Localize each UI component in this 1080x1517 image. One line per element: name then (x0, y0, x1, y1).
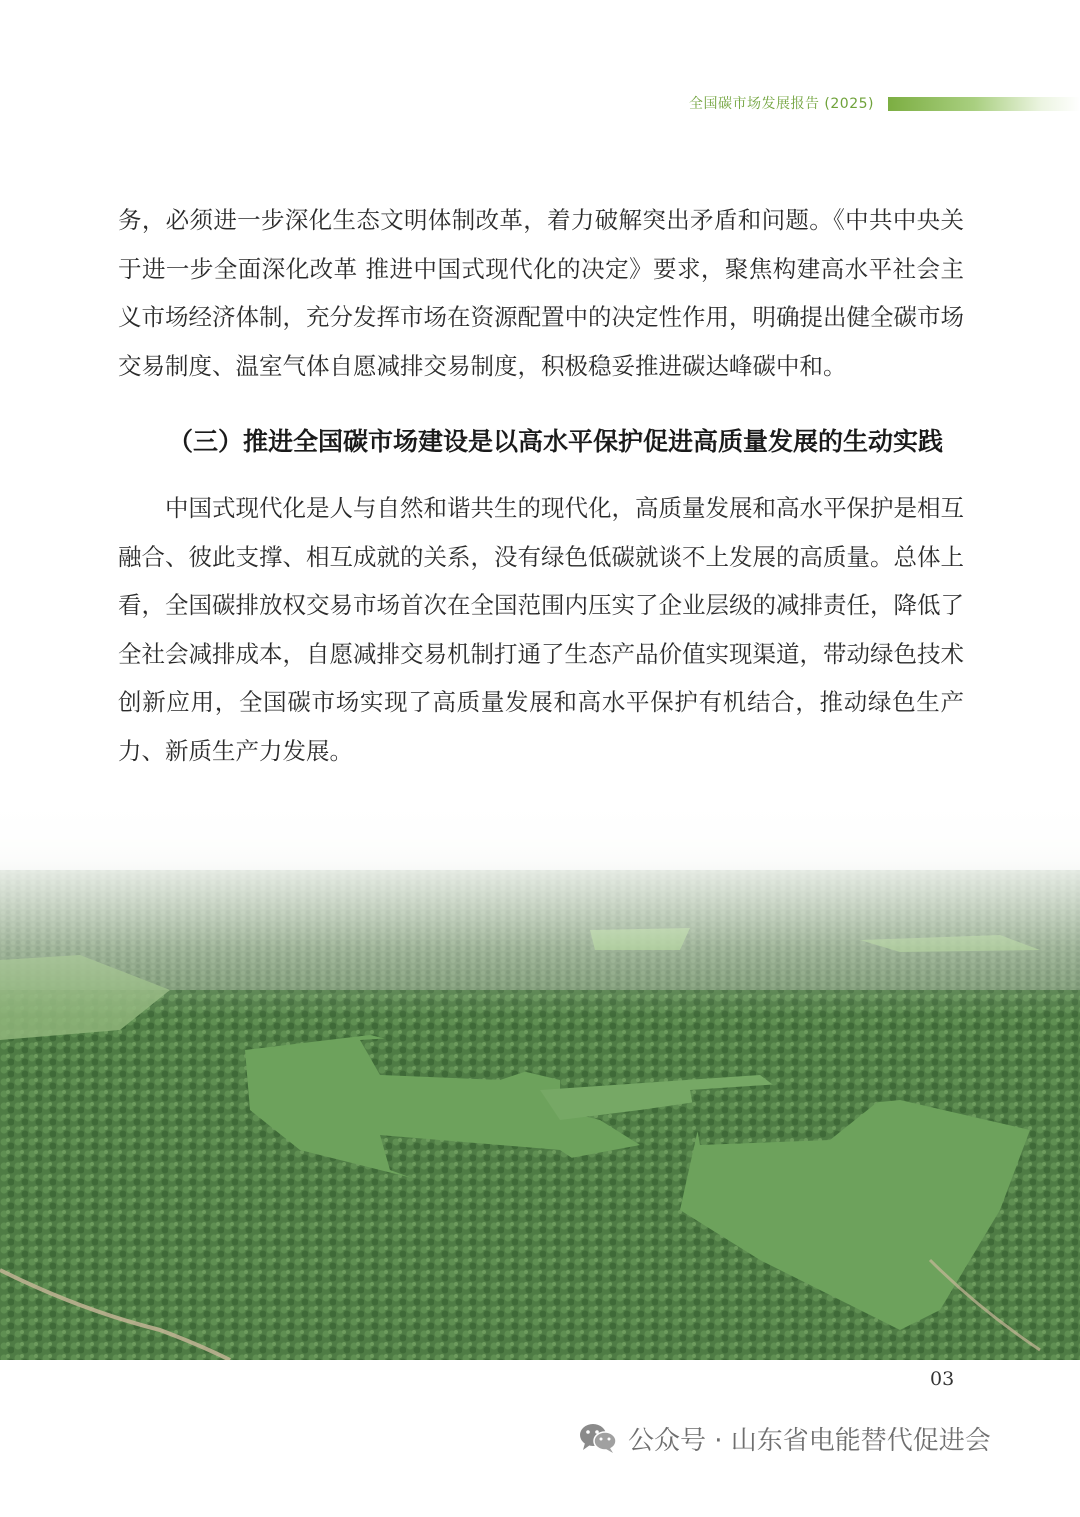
paragraph-continued: 务，必须进一步深化生态文明体制改革，着力破解突出矛盾和问题。《中共中央关于进一步全面深化改革 推进中国式现代化的决定》要求，聚焦构建高水平社会主义市场经济体制，充分发挥市场在资源配置中的决定性作用，明确提出健全碳市场交易制度、温室气体自愿减排交易制度，积极稳妥推进碳达峰碳中和。 (118, 206, 964, 380)
page-header (0, 92, 1080, 116)
section-heading: （三）推进全国碳市场建设是以高水平保护促进高质量发展的生动实践 (168, 427, 944, 456)
page-number: 03 (930, 1368, 955, 1390)
paragraph-body: 中国式现代化是人与自然和谐共生的现代化，高质量发展和高水平保护是相互融合、彼此支撑、相互成就的关系，没有绿色低碳就谈不上发展的高质量。总体上看，全国碳排放权交易市场首次在全国范围内压实了企业层级的减排责任，降低了全社会减排成本，自愿减排交易机制打通了生态产品价值实现渠道，带动绿色技术创新应用，全国碳市场实现了高质量发展和高水平保护有机结合，推动绿色生产力、新质生产力发展。 (118, 494, 964, 765)
main-content (118, 196, 964, 775)
forest-aerial-photo (0, 790, 1080, 1360)
watermark-text: 公众号 · 山东省电能替代促进会 (628, 1425, 991, 1456)
report-title: 全国碳市场发展报告 (2025) (688, 96, 874, 112)
header-accent-bar (888, 97, 1080, 111)
wechat-watermark (578, 1418, 991, 1458)
wechat-icon (578, 1421, 618, 1455)
